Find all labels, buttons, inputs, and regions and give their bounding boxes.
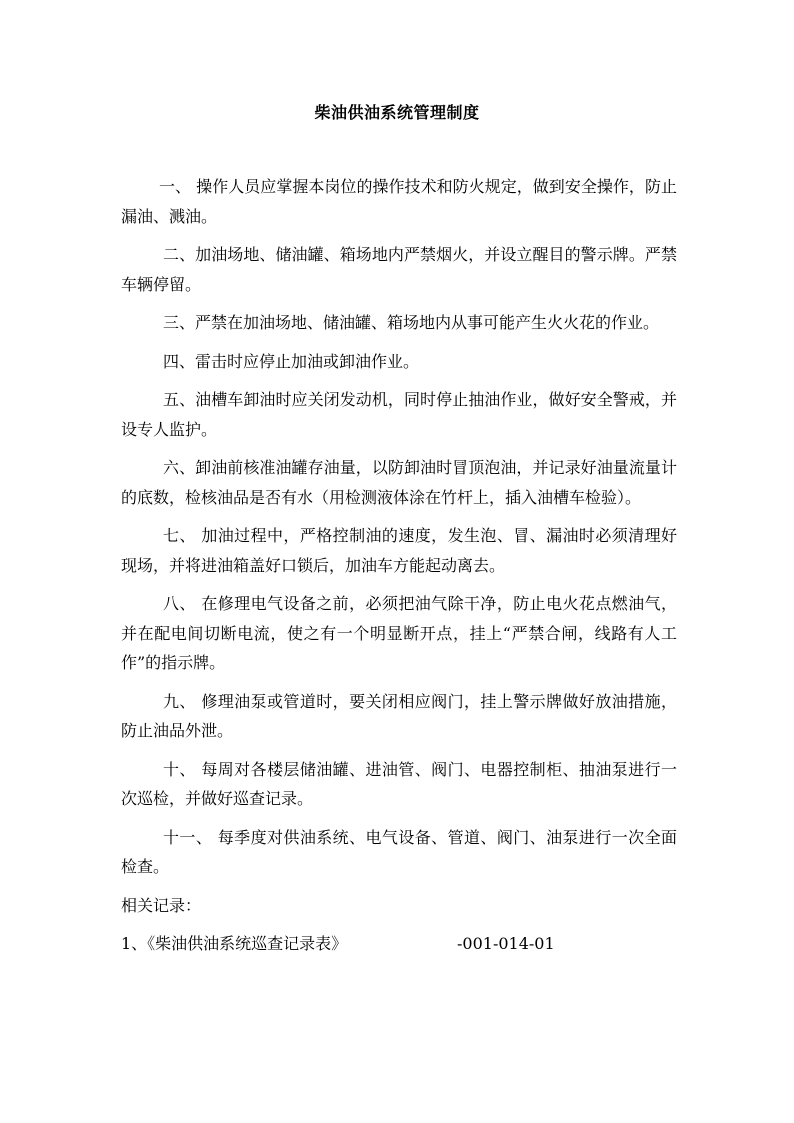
- paragraph-10: 十、 每周对各楼层储油罐、进油管、阀门、电器控制柜、抽油泵进行一次巡检，并做好巡查记录。: [121, 759, 677, 808]
- record-line: [121, 929, 677, 959]
- paragraph-1: 一、 操作人员应掌握本岗位的操作技术和防火规定，做到安全操作，防止漏油、溅油。: [121, 177, 677, 226]
- paragraph-7: 七、 加油过程中，严格控制油的速度，发生泡、冒、漏油时必须清理好现场，并将进油箱盖好口锁后，加油车方能起动离去。: [121, 526, 677, 575]
- record-name: 1、《柴油供油系统巡查记录表》: [121, 934, 348, 953]
- records-label: 相关记录：: [121, 895, 202, 915]
- paragraph-2: 二、加油场地、储油罐、箱场地内严禁烟火，并设立醒目的警示牌。严禁车辆停留。: [121, 245, 677, 294]
- paragraph-9: 九、 修理油泵或管道时，要关闭相应阀门，挂上警示牌做好放油措施，防止油品外泄。: [121, 691, 677, 740]
- paragraph-3: 三、严禁在加油场地、储油罐、箱场地内从事可能产生火火花的作业。: [163, 313, 660, 332]
- document-title: 柴油供油系统管理制度: [314, 103, 480, 122]
- paragraph-6: 六、卸油前核准油罐存油量，以防卸油时冒顶泡油，并记录好油量流量计的底数，检核油品是否有水（用检测液体涂在竹杆上，插入油槽车检验）。: [121, 458, 677, 507]
- record-code: -001-014-01: [457, 934, 555, 953]
- paragraph-8: 八、 在修理电气设备之前，必须把油气除干净，防止电火花点燃油气，并在配电间切断电流，使之有一个明显断开点，挂上“严禁合闸，线路有人工作”的指示牌。: [121, 594, 677, 672]
- paragraph-4: 四、雷击时应停止加油或卸油作业。: [163, 351, 420, 371]
- paragraph-5: 五、油槽车卸油时应关闭发动机，同时停止抽油作业，做好安全警戒，并设专人监护。: [121, 390, 677, 439]
- paragraph-11: 十一、 每季度对供油系统、电气设备、管道、阀门、油泵进行一次全面检查。: [121, 827, 677, 876]
- document-body: [121, 172, 677, 959]
